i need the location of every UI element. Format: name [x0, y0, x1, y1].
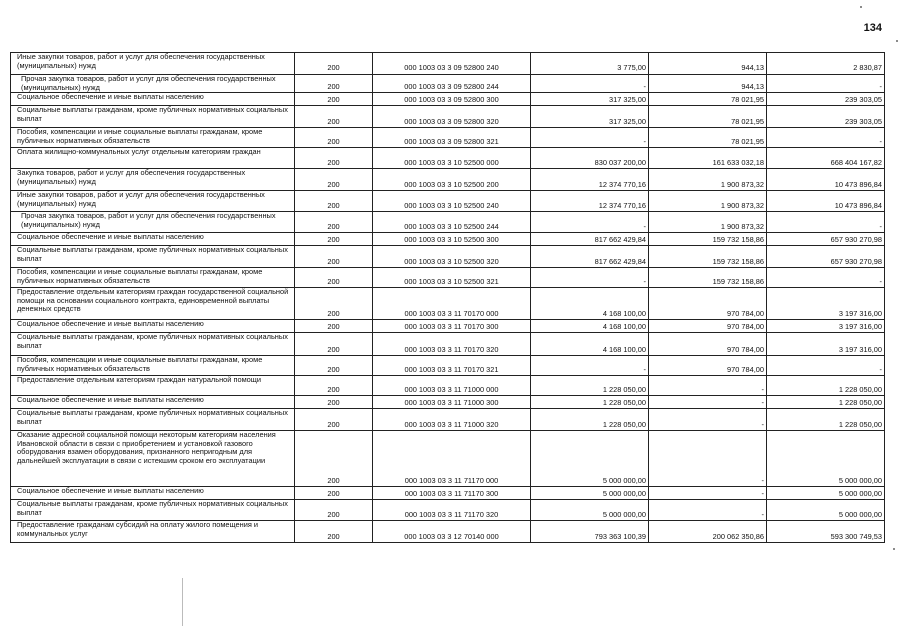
- row-executed-amount: 970 784,00: [649, 320, 767, 333]
- row-approved-amount: 5 000 000,00: [531, 500, 649, 521]
- row-approved-amount: 5 000 000,00: [531, 431, 649, 487]
- row-line-code: 200: [295, 333, 373, 356]
- row-budget-code: 000 1003 03 3 11 70170 300: [373, 320, 531, 333]
- row-unexecuted-amount: 10 473 896,84: [767, 169, 885, 191]
- row-approved-amount: 317 325,00: [531, 93, 649, 106]
- row-executed-amount: 1 900 873,32: [649, 191, 767, 212]
- row-name: Оказание адресной социальной помощи некоторым категориям населения Ивановской области в связи с приобретением и установкой газового оборудования взамен оборудования, признанного непригодным для дальнейшей эксплуатации в связи с истекшим сроком его эксплуатации: [11, 431, 295, 487]
- row-unexecuted-amount: 5 000 000,00: [767, 431, 885, 487]
- row-name: Предоставление отдельным категориям граждан государственной социальной помощи на основании социального контракта, единовременной выплаты денежных средств: [11, 288, 295, 320]
- row-approved-amount: -: [531, 212, 649, 233]
- row-executed-amount: 944,13: [649, 53, 767, 75]
- row-approved-amount: 817 662 429,84: [531, 233, 649, 246]
- row-executed-amount: -: [649, 409, 767, 431]
- table-row: [11, 191, 885, 212]
- row-executed-amount: -: [649, 500, 767, 521]
- row-approved-amount: 1 228 050,00: [531, 396, 649, 409]
- row-name: Иные закупки товаров, работ и услуг для обеспечения государственных (муниципальных) нужд: [11, 53, 295, 75]
- row-line-code: 200: [295, 75, 373, 93]
- row-name: Предоставление гражданам субсидий на оплату жилого помещения и коммунальных услуг: [11, 521, 295, 543]
- row-budget-code: 000 1003 03 3 11 71000 300: [373, 396, 531, 409]
- table-row: [11, 356, 885, 376]
- row-line-code: 200: [295, 268, 373, 288]
- row-executed-amount: 1 900 873,32: [649, 212, 767, 233]
- row-unexecuted-amount: 10 473 896,84: [767, 191, 885, 212]
- row-budget-code: 000 1003 03 3 11 71170 000: [373, 431, 531, 487]
- scan-artifact-line: [182, 578, 183, 626]
- table-row: [11, 396, 885, 409]
- row-approved-amount: -: [531, 356, 649, 376]
- row-executed-amount: 970 784,00: [649, 288, 767, 320]
- row-line-code: 200: [295, 356, 373, 376]
- row-budget-code: 000 1003 03 3 11 70170 000: [373, 288, 531, 320]
- row-approved-amount: 1 228 050,00: [531, 409, 649, 431]
- row-unexecuted-amount: -: [767, 268, 885, 288]
- row-unexecuted-amount: 3 197 316,00: [767, 333, 885, 356]
- row-budget-code: 000 1003 03 3 09 52800 300: [373, 93, 531, 106]
- row-name: Прочая закупка товаров, работ и услуг для обеспечения государственных (муниципальных) нужд: [11, 212, 295, 233]
- row-budget-code: 000 1003 03 3 11 71000 320: [373, 409, 531, 431]
- row-line-code: 200: [295, 191, 373, 212]
- row-unexecuted-amount: 1 228 050,00: [767, 376, 885, 396]
- table-row: [11, 376, 885, 396]
- row-budget-code: 000 1003 03 3 10 52500 000: [373, 148, 531, 169]
- table-row: [11, 431, 885, 487]
- row-name: Социальное обеспечение и иные выплаты населению: [11, 233, 295, 246]
- row-unexecuted-amount: -: [767, 128, 885, 148]
- row-budget-code: 000 1003 03 3 10 52500 321: [373, 268, 531, 288]
- row-line-code: 200: [295, 212, 373, 233]
- table-row: [11, 106, 885, 128]
- scan-artifact-dot: [893, 548, 895, 550]
- row-approved-amount: 12 374 770,16: [531, 191, 649, 212]
- row-budget-code: 000 1003 03 3 09 52800 321: [373, 128, 531, 148]
- row-unexecuted-amount: 668 404 167,82: [767, 148, 885, 169]
- row-line-code: 200: [295, 376, 373, 396]
- row-unexecuted-amount: -: [767, 212, 885, 233]
- row-budget-code: 000 1003 03 3 10 52500 300: [373, 233, 531, 246]
- row-budget-code: 000 1003 03 3 11 71000 000: [373, 376, 531, 396]
- row-executed-amount: -: [649, 376, 767, 396]
- table-row: [11, 500, 885, 521]
- row-approved-amount: 317 325,00: [531, 106, 649, 128]
- table-row: [11, 233, 885, 246]
- row-unexecuted-amount: 3 197 316,00: [767, 288, 885, 320]
- row-approved-amount: -: [531, 128, 649, 148]
- row-name: Социальное обеспечение и иные выплаты населению: [11, 487, 295, 500]
- row-approved-amount: 1 228 050,00: [531, 376, 649, 396]
- row-line-code: 200: [295, 53, 373, 75]
- row-unexecuted-amount: -: [767, 75, 885, 93]
- row-executed-amount: 159 732 158,86: [649, 246, 767, 268]
- row-budget-code: 000 1003 03 3 10 52500 320: [373, 246, 531, 268]
- table-row: [11, 521, 885, 543]
- row-budget-code: 000 1003 03 3 09 52800 240: [373, 53, 531, 75]
- row-line-code: 200: [295, 487, 373, 500]
- row-executed-amount: -: [649, 487, 767, 500]
- row-unexecuted-amount: 5 000 000,00: [767, 500, 885, 521]
- row-unexecuted-amount: 2 830,87: [767, 53, 885, 75]
- row-budget-code: 000 1003 03 3 09 52800 320: [373, 106, 531, 128]
- row-budget-code: 000 1003 03 3 11 71170 320: [373, 500, 531, 521]
- row-line-code: 200: [295, 396, 373, 409]
- row-line-code: 200: [295, 148, 373, 169]
- row-line-code: 200: [295, 431, 373, 487]
- row-executed-amount: 159 732 158,86: [649, 233, 767, 246]
- row-executed-amount: 78 021,95: [649, 128, 767, 148]
- row-name: Социальные выплаты гражданам, кроме публичных нормативных социальных выплат: [11, 409, 295, 431]
- row-name: Прочая закупка товаров, работ и услуг для обеспечения государственных (муниципальных) нужд: [11, 75, 295, 93]
- row-budget-code: 000 1003 03 3 09 52800 244: [373, 75, 531, 93]
- row-line-code: 200: [295, 233, 373, 246]
- budget-execution-table: [10, 52, 885, 543]
- scan-artifact-dot: [860, 6, 862, 8]
- row-budget-code: 000 1003 03 3 10 52500 200: [373, 169, 531, 191]
- row-executed-amount: 1 900 873,32: [649, 169, 767, 191]
- row-executed-amount: 78 021,95: [649, 106, 767, 128]
- table-row: [11, 288, 885, 320]
- row-name: Социальные выплаты гражданам, кроме публичных нормативных социальных выплат: [11, 500, 295, 521]
- row-approved-amount: 3 775,00: [531, 53, 649, 75]
- row-approved-amount: 817 662 429,84: [531, 246, 649, 268]
- row-line-code: 200: [295, 500, 373, 521]
- table-row: [11, 320, 885, 333]
- row-approved-amount: 5 000 000,00: [531, 487, 649, 500]
- row-executed-amount: -: [649, 396, 767, 409]
- table-row: [11, 268, 885, 288]
- row-name: Иные закупки товаров, работ и услуг для обеспечения государственных (муниципальных) нужд: [11, 191, 295, 212]
- table-row: [11, 148, 885, 169]
- row-name: Социальное обеспечение и иные выплаты населению: [11, 320, 295, 333]
- row-name: Социальные выплаты гражданам, кроме публичных нормативных социальных выплат: [11, 106, 295, 128]
- row-name: Пособия, компенсации и иные социальные выплаты гражданам, кроме публичных нормативных обязательств: [11, 356, 295, 376]
- row-executed-amount: 970 784,00: [649, 356, 767, 376]
- row-approved-amount: -: [531, 268, 649, 288]
- row-line-code: 200: [295, 521, 373, 543]
- row-name: Социальные выплаты гражданам, кроме публичных нормативных социальных выплат: [11, 333, 295, 356]
- table-row: [11, 212, 885, 233]
- row-unexecuted-amount: 593 300 749,53: [767, 521, 885, 543]
- table-row: [11, 487, 885, 500]
- row-executed-amount: 200 062 350,86: [649, 521, 767, 543]
- page-number: 134: [863, 22, 882, 34]
- table-row: [11, 53, 885, 75]
- row-line-code: 200: [295, 169, 373, 191]
- scan-artifact-dot: [896, 40, 898, 42]
- row-unexecuted-amount: 239 303,05: [767, 106, 885, 128]
- row-budget-code: 000 1003 03 3 10 52500 244: [373, 212, 531, 233]
- table-row: [11, 93, 885, 106]
- row-approved-amount: -: [531, 75, 649, 93]
- row-executed-amount: 159 732 158,86: [649, 268, 767, 288]
- row-approved-amount: 4 168 100,00: [531, 333, 649, 356]
- row-name: Социальное обеспечение и иные выплаты населению: [11, 396, 295, 409]
- row-line-code: 200: [295, 409, 373, 431]
- row-budget-code: 000 1003 03 3 12 70140 000: [373, 521, 531, 543]
- row-unexecuted-amount: 657 930 270,98: [767, 246, 885, 268]
- row-budget-code: 000 1003 03 3 10 52500 240: [373, 191, 531, 212]
- row-unexecuted-amount: 5 000 000,00: [767, 487, 885, 500]
- row-executed-amount: 944,13: [649, 75, 767, 93]
- row-unexecuted-amount: 1 228 050,00: [767, 409, 885, 431]
- table-row: [11, 75, 885, 93]
- table-row: [11, 169, 885, 191]
- table-row: [11, 246, 885, 268]
- row-approved-amount: 4 168 100,00: [531, 320, 649, 333]
- row-approved-amount: 4 168 100,00: [531, 288, 649, 320]
- row-unexecuted-amount: 3 197 316,00: [767, 320, 885, 333]
- row-name: Предоставление отдельным категориям граждан натуральной помощи: [11, 376, 295, 396]
- row-executed-amount: 161 633 032,18: [649, 148, 767, 169]
- row-budget-code: 000 1003 03 3 11 70170 320: [373, 333, 531, 356]
- row-name: Социальные выплаты гражданам, кроме публичных нормативных социальных выплат: [11, 246, 295, 268]
- row-name: Оплата жилищно-коммунальных услуг отдельным категориям граждан: [11, 148, 295, 169]
- row-line-code: 200: [295, 106, 373, 128]
- row-line-code: 200: [295, 93, 373, 106]
- row-approved-amount: 793 363 100,39: [531, 521, 649, 543]
- row-unexecuted-amount: 239 303,05: [767, 93, 885, 106]
- row-approved-amount: 830 037 200,00: [531, 148, 649, 169]
- row-unexecuted-amount: 1 228 050,00: [767, 396, 885, 409]
- row-budget-code: 000 1003 03 3 11 70170 321: [373, 356, 531, 376]
- row-name: Социальное обеспечение и иные выплаты населению: [11, 93, 295, 106]
- row-name: Пособия, компенсации и иные социальные выплаты гражданам, кроме публичных нормативных обязательств: [11, 128, 295, 148]
- row-unexecuted-amount: -: [767, 356, 885, 376]
- row-name: Закупка товаров, работ и услуг для обеспечения государственных (муниципальных) нужд: [11, 169, 295, 191]
- row-executed-amount: 970 784,00: [649, 333, 767, 356]
- row-unexecuted-amount: 657 930 270,98: [767, 233, 885, 246]
- row-executed-amount: 78 021,95: [649, 93, 767, 106]
- row-line-code: 200: [295, 320, 373, 333]
- row-executed-amount: -: [649, 431, 767, 487]
- row-line-code: 200: [295, 246, 373, 268]
- row-budget-code: 000 1003 03 3 11 71170 300: [373, 487, 531, 500]
- row-approved-amount: 12 374 770,16: [531, 169, 649, 191]
- row-line-code: 200: [295, 288, 373, 320]
- table-row: [11, 333, 885, 356]
- row-name: Пособия, компенсации и иные социальные выплаты гражданам, кроме публичных нормативных обязательств: [11, 268, 295, 288]
- table-row: [11, 128, 885, 148]
- row-line-code: 200: [295, 128, 373, 148]
- table-row: [11, 409, 885, 431]
